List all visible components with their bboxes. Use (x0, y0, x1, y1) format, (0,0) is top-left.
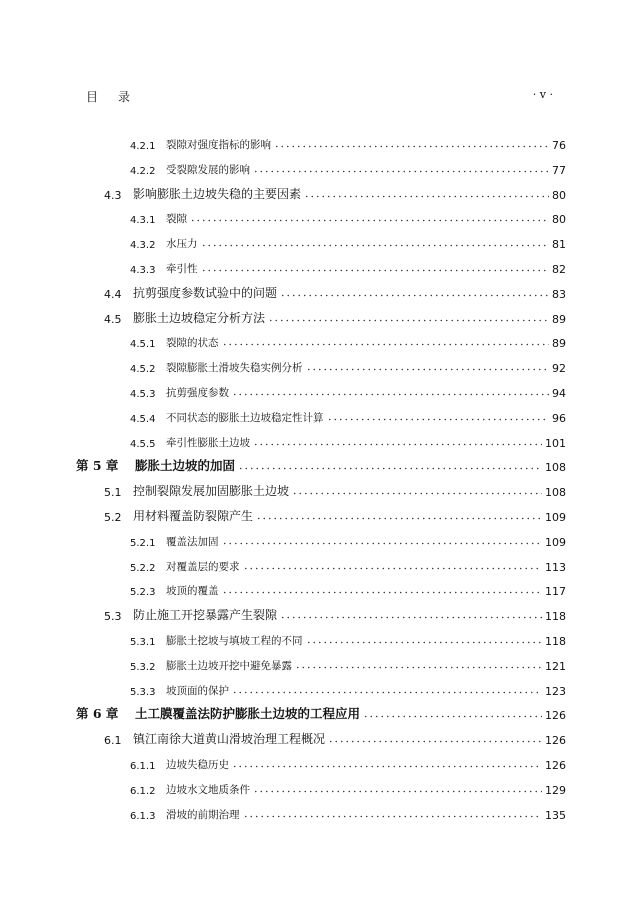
toc-entry[interactable] (0, 308, 638, 326)
toc-entry-page: 135 (545, 808, 566, 822)
dot-leader (292, 485, 542, 495)
toc-entry[interactable] (0, 729, 638, 747)
toc-entry-label: 膨胀土边坡的加固 (135, 458, 236, 474)
toc-entry-number: 4.5.5 (130, 438, 156, 450)
toc-entry[interactable] (0, 506, 638, 524)
toc-entry-page: 96 (552, 411, 566, 425)
toc-entry-page: 92 (552, 362, 566, 376)
toc-entry-number: 5.2.1 (130, 537, 156, 549)
toc-entry[interactable] (0, 233, 638, 251)
toc-entry-page: 109 (545, 511, 566, 524)
toc-entry-page: 126 (545, 759, 566, 772)
toc-entry[interactable] (0, 134, 638, 152)
toc-entry-number: 4.2.2 (130, 165, 156, 177)
toc-entry-label: 坡顶面的保护 (166, 684, 229, 697)
toc-entry-number: 4.3.3 (130, 265, 156, 276)
toc-entry-number: 第 5 章 (76, 458, 119, 474)
toc-entry-label: 裂隙对强度指标的影响 (166, 139, 271, 151)
dot-leader (232, 386, 549, 396)
toc-entry-page: 76 (552, 139, 566, 152)
toc-entry-number: 5.3.1 (130, 637, 156, 648)
dot-leader (274, 138, 549, 148)
toc-entry-number: 6.1.3 (130, 810, 156, 822)
dot-leader (201, 237, 550, 247)
header-title (86, 88, 130, 105)
toc-entry[interactable] (0, 655, 638, 673)
toc-entry-number: 4.5.2 (130, 364, 156, 376)
dot-leader (253, 163, 549, 173)
toc-entry-page: 123 (545, 684, 566, 698)
toc-entry-page: 101 (545, 436, 566, 450)
toc-entry-number: 5.3.2 (130, 661, 156, 673)
toc-entry[interactable] (0, 779, 638, 797)
toc-entry-number: 5.1 (104, 486, 122, 500)
dot-leader (363, 708, 542, 718)
toc-entry-page: 82 (552, 263, 566, 276)
toc-entry-label: 裂隙 (166, 213, 187, 226)
dot-leader (295, 659, 542, 669)
toc-entry-number: 4.5.1 (130, 339, 156, 351)
toc-entry[interactable] (0, 283, 638, 301)
toc-entry-number: 4.4 (104, 287, 122, 301)
dot-leader (253, 783, 542, 793)
dot-leader (190, 212, 549, 222)
toc-entry[interactable] (0, 481, 638, 499)
toc-entry-label: 边坡失稳历史 (166, 759, 229, 771)
toc-entry-page: 117 (545, 585, 566, 599)
toc-entry[interactable] (0, 456, 638, 474)
toc-entry-number: 4.5.3 (130, 389, 156, 400)
toc-entry-label: 抗剪强度参数试验中的问题 (133, 285, 278, 300)
toc-entry[interactable] (0, 556, 638, 574)
dot-leader (306, 634, 543, 644)
toc-entry-label: 裂隙的状态 (166, 337, 219, 350)
toc-entry-label: 牵引性 (166, 263, 198, 275)
toc-entry-page: 108 (545, 486, 566, 500)
toc-entry-number: 5.2.2 (130, 562, 156, 574)
toc-entry-number: 4.3 (104, 188, 122, 202)
toc-entry-label: 镇江南徐大道黄山滑坡治理工程概况 (133, 732, 326, 747)
toc-entry[interactable] (0, 407, 638, 425)
toc-entry-page: 129 (545, 783, 566, 797)
toc-entry[interactable] (0, 357, 638, 375)
toc-entry-number: 5.2.3 (130, 587, 156, 599)
toc-entry-page: 77 (552, 163, 566, 177)
toc-entry-page: 121 (545, 659, 566, 673)
toc-entry-label: 抗剪强度参数 (166, 387, 229, 399)
toc-entry-label: 防止施工开挖暴露产生裂隙 (133, 608, 278, 623)
toc-entry-label: 土工膜覆盖法防护膨胀土边坡的工程应用 (135, 706, 361, 722)
toc-entry[interactable] (0, 432, 638, 450)
toc-entry-label: 裂隙膨胀土滑坡失稳实例分析 (166, 362, 303, 375)
toc-entry[interactable] (0, 258, 638, 276)
toc-entry-number: 4.2.1 (130, 141, 156, 152)
toc-entry-label: 影响膨胀土边坡失稳的主要因素 (133, 186, 302, 201)
toc-entry-label: 控制裂隙发展加固膨胀土边坡 (133, 484, 290, 499)
header-title-char-1: 目 (86, 90, 99, 104)
dot-leader (243, 560, 543, 570)
toc-entry-number: 4.3.2 (130, 240, 156, 252)
running-header (0, 88, 638, 108)
dot-leader (328, 733, 542, 743)
toc-entry[interactable] (0, 804, 638, 822)
toc-entry-label: 牵引性膨胀土边坡 (166, 436, 250, 449)
dot-leader (232, 684, 542, 694)
toc-entry-label: 受裂隙发展的影响 (166, 163, 250, 176)
header-title-char-2: 录 (118, 90, 131, 104)
dot-leader (243, 808, 543, 818)
toc-entry-number: 6.1.2 (130, 785, 156, 797)
dot-leader (256, 510, 542, 520)
toc-entry-number: 4.3.1 (130, 215, 156, 227)
dot-leader (238, 460, 542, 470)
dot-leader (268, 312, 549, 322)
toc-entry-number: 6.1 (104, 734, 122, 748)
toc-entry-label: 水压力 (166, 238, 198, 251)
toc-entry-label: 对覆盖层的要求 (166, 560, 240, 573)
toc-entry-number: 4.5.4 (130, 413, 156, 425)
toc-entry-page: 118 (545, 635, 566, 648)
toc-entry[interactable] (0, 208, 638, 226)
toc-entry[interactable] (0, 382, 638, 400)
toc-entry-label: 膨胀土挖坡与填坡工程的不同 (166, 635, 303, 647)
dot-leader (306, 361, 550, 371)
toc-entry[interactable] (0, 630, 638, 648)
toc-entry-number: 4.5 (104, 312, 122, 326)
dot-leader (222, 535, 543, 545)
toc-entry-label: 不同状态的膨胀土边坡稳定性计算 (166, 411, 324, 424)
toc-entry-number: 5.3.3 (130, 686, 156, 698)
toc-entry-label: 滑坡的前期治理 (166, 808, 240, 821)
header-page-numeral: · v · (532, 88, 553, 101)
toc-entry-page: 109 (545, 535, 566, 549)
toc-entry-page: 108 (545, 461, 566, 475)
dot-leader (253, 436, 542, 446)
toc-entry-label: 膨胀土边坡稳定分析方法 (133, 310, 266, 325)
dot-leader (222, 584, 543, 594)
toc-entry-page: 126 (545, 734, 566, 748)
toc-entry-number: 5.3 (104, 610, 122, 624)
toc-entry[interactable] (0, 680, 638, 698)
toc-entry[interactable] (0, 605, 638, 623)
toc-entry[interactable] (0, 184, 638, 202)
toc-entry-label: 用材料覆盖防裂隙产生 (133, 509, 254, 523)
toc-entry-page: 118 (545, 610, 566, 624)
toc-entry[interactable] (0, 754, 638, 772)
toc-entry[interactable] (0, 704, 638, 722)
dot-leader (232, 758, 542, 768)
toc-entry[interactable] (0, 580, 638, 598)
toc-entry-number: 5.2 (104, 511, 122, 524)
toc-entry-label: 膨胀土边坡开挖中避免暴露 (166, 659, 292, 672)
dot-leader (280, 609, 542, 619)
toc-entry-page: 80 (552, 213, 566, 227)
toc-entry[interactable] (0, 531, 638, 549)
dot-leader (201, 262, 550, 272)
toc-entry[interactable] (0, 159, 638, 177)
toc-entry-page: 81 (552, 238, 566, 252)
toc-entry[interactable] (0, 332, 638, 350)
toc-entry-page: 89 (552, 312, 566, 326)
toc-entry-number: 第 6 章 (76, 706, 119, 722)
dot-leader (222, 336, 550, 346)
toc-entry-label: 覆盖法加固 (166, 535, 219, 548)
toc-entry-label: 坡顶的覆盖 (166, 585, 219, 598)
toc-entry-page: 80 (552, 188, 566, 202)
toc-entry-label: 边坡水文地质条件 (166, 783, 250, 796)
toc-entry-number: 6.1.1 (130, 761, 156, 772)
toc-entry-page: 94 (552, 387, 566, 400)
dot-leader (304, 188, 549, 198)
toc-entry-page: 89 (552, 337, 566, 351)
toc-entry-page: 83 (552, 287, 566, 301)
dot-leader (327, 411, 550, 421)
toc-entry-page: 126 (545, 709, 566, 723)
toc-entry-page: 113 (545, 560, 566, 574)
dot-leader (280, 287, 549, 297)
